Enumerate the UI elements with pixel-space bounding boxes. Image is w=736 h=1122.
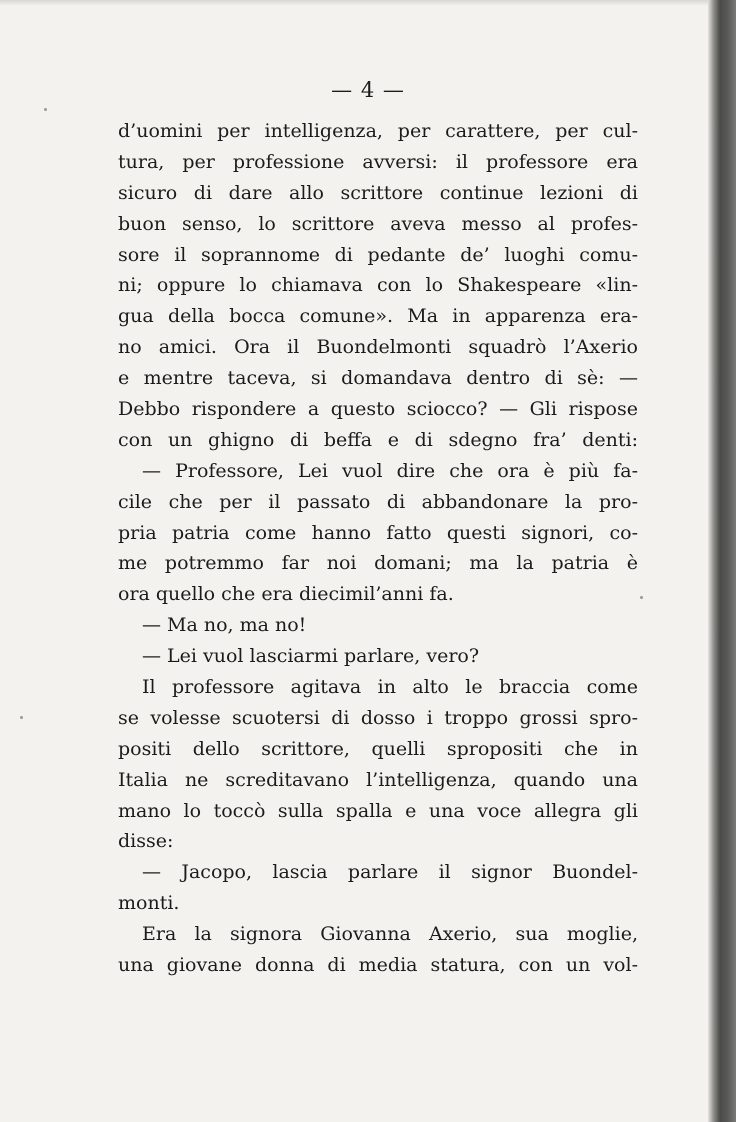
text-line: — Lei vuol lasciarmi parlare, vero? <box>142 645 480 668</box>
text-line: — Ma no, ma no! <box>142 614 307 637</box>
top-shadow <box>0 0 736 6</box>
paper-speck <box>20 716 23 719</box>
text-line: sicuro di dare allo scrittore continue lezioni di <box>118 181 638 204</box>
paper-speck <box>640 596 643 599</box>
text-line: e mentre taceva, si domandava dentro di sè: — <box>118 367 638 390</box>
text-line: sore il soprannome di pedante de’ luoghi comu- <box>118 243 638 266</box>
body-text <box>118 116 638 981</box>
text-line: buon senso, lo scrittore aveva messo al profes- <box>118 212 638 235</box>
text-line: pria patria come hanno fatto questi signori, co- <box>118 521 638 544</box>
text-line: — Professore, Lei vuol dire che ora è più fa- <box>142 459 638 482</box>
text-line: d’uomini per intelligenza, per carattere, per cul- <box>118 120 638 142</box>
text-line: ni; oppure lo chiamava con lo Shakespeare «lin- <box>118 274 638 297</box>
text-line: Debbo rispondere a questo sciocco? — Gli rispose <box>118 398 638 421</box>
text-line: Il professore agitava in alto le braccia come <box>142 676 638 699</box>
page-number: — 4 — <box>331 78 405 102</box>
text-line: monti. <box>118 892 180 915</box>
text-line: Italia ne screditavano l’intelligenza, quando una <box>118 768 638 791</box>
text-line: se volesse scuotersi di dosso i troppo grossi spro- <box>118 706 638 729</box>
book-binding-edge <box>708 0 736 1122</box>
text-line: mano lo toccò sulla spalla e una voce allegra gli <box>118 799 638 822</box>
text-line: cile che per il passato di abbandonare la pro- <box>118 490 638 513</box>
text-line: Era la signora Giovanna Axerio, sua moglie, <box>142 923 638 946</box>
text-line: con un ghigno di beffa e di sdegno fra’ denti: <box>118 428 638 451</box>
text-line: no amici. Ora il Buondelmonti squadrò l’Axerio <box>118 336 638 359</box>
text-line: una giovane donna di media statura, con un vol- <box>118 954 638 977</box>
text-line: gua della bocca comune». Ma in apparenza era- <box>118 305 638 328</box>
text-line: me potremmo far noi domani; ma la patria è <box>118 552 638 575</box>
text-line: positi dello scrittore, quelli spropositi che in <box>118 737 638 760</box>
text-line: ora quello che era diecimil’anni fa. <box>118 583 454 606</box>
text-line: disse: <box>118 830 174 853</box>
paper-speck <box>44 108 47 111</box>
text-line: — Jacopo, lascia parlare il signor Buondel- <box>142 861 638 884</box>
text-line: tura, per professione avversi: il professore era <box>118 150 638 173</box>
